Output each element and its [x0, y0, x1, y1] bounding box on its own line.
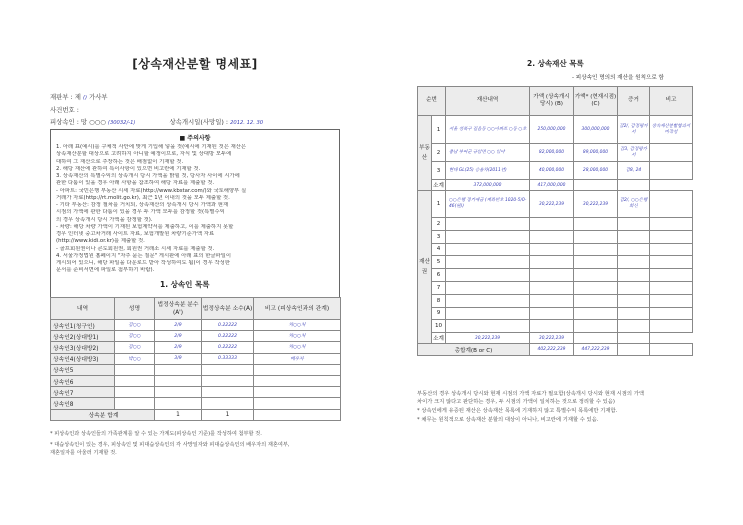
heir-total-label: 상속분 합계: [51, 409, 155, 420]
real-estate-subtotal: [418, 180, 693, 191]
asset-detail: [446, 218, 530, 231]
asset-row: [418, 162, 693, 180]
asset-no: 10: [432, 320, 446, 333]
asset-evidence: [618, 230, 650, 243]
asset-evidence: [618, 281, 650, 294]
asset-price-now: 89,000,000: [574, 144, 618, 162]
heir-relation: [254, 364, 341, 375]
asset-evidence: 갑2/, ○○은행회신: [618, 191, 650, 218]
asset-note: [650, 162, 693, 180]
asset-evidence: 갑3, 감정평가서: [618, 144, 650, 162]
asset-row: [418, 243, 693, 256]
asset-evidence: 갑8, 24: [618, 162, 650, 180]
notice-line: 4. 서울가정법원 홈페이지 "자주 묻는 질문" 게시판에 아래 표의 한글파일이: [56, 252, 231, 259]
heir-total-row: [51, 409, 341, 420]
notice-line: 2. 해당 재산에 관하여 특이사항이 있으면 비고란에 기재할 것.: [56, 165, 201, 172]
heir-relation: 배우자: [254, 353, 341, 364]
asset-evidence: [618, 243, 650, 256]
asset-no: 3: [432, 162, 446, 180]
notice-line: 시점의 가액에 관한 다툼이 있을 경우 두 가액 모두를 감정할 것(특별수익: [56, 209, 225, 216]
heir-row: [51, 320, 341, 331]
asset-row: [418, 256, 693, 269]
notice-line: 거래가 자료(http://rt.molit.go.kr), 최근 1년 이내의 것을 모두 제출할 것.: [56, 194, 230, 201]
asset-detail: ○○은행 정기예금 (계좌번호 1020-5/0-46(원)): [446, 191, 530, 218]
col-no: 순번: [418, 87, 446, 116]
asset-detail: [446, 243, 530, 256]
asset-note: [650, 230, 693, 243]
asset-row: [418, 144, 693, 162]
heir-label: 상속인2(상대방1): [51, 331, 115, 342]
notice-title: ■ 주의사항: [179, 135, 211, 142]
document-title: [상속재산분할 명세표]: [132, 57, 258, 71]
notice-line: 경우 인터넷 중고차거래 사이트 자료, 보험개발원 차량기준가액 자료: [56, 231, 215, 237]
asset-table: [417, 86, 693, 356]
col-share-decimal: 법정상속분 소수(A): [202, 298, 254, 320]
asset-price-now: [574, 243, 618, 256]
col-asset-detail: 재산내역: [446, 87, 530, 116]
notice-line: 3. 상속재산의 특별수익의 상속개시 당시 가액을 밝힐 것, 당사자 사이에 시가에: [56, 173, 240, 179]
asset-note: [650, 218, 693, 231]
property-subtotal-now: 30,222,239: [530, 333, 574, 344]
grand-total-evidence: [618, 344, 650, 356]
asset-price-start: 40,000,000: [530, 162, 574, 180]
asset-detail: 서울 성북구 길음동 ○○아파트 ○동 ○호: [446, 116, 530, 144]
notice-line: 1. 아래 표(예시)를 구체적 사안에 맞게 기입해 넣을 것(예시에 기재된 것은 재산은: [56, 144, 247, 150]
col-detail: 내역: [51, 298, 115, 320]
heir-footnote-1: * 피상속인과 상속인들의 가족관계를 알 수 있는 가계도(피상속인 기준)를 작성하여 첨부할 것.: [50, 431, 262, 437]
court-number: (): [82, 95, 88, 101]
col-price-now: 가액* (현재시점) (C): [574, 87, 618, 116]
asset-no: 3: [432, 230, 446, 243]
heir-row: [51, 353, 341, 364]
notice-line: 대하여 그 재산으로 주장하는 것은 배점없이 기재할 것.: [56, 158, 184, 165]
heir-share-decimal: 0.22222: [202, 320, 254, 331]
asset-no: 5: [432, 256, 446, 269]
court-suffix: 가사부: [89, 93, 108, 101]
asset-row: [418, 230, 693, 243]
heir-relation: 처○○처: [254, 331, 341, 342]
asset-detail: [446, 230, 530, 243]
notice-line: - 아파트: 국민은행 부동산 시세 자료(http://www.kbstar.com/)와 국토해양부 실: [56, 187, 247, 194]
asset-note: [650, 243, 693, 256]
asset-subtitle: - 피상속인 명의의 재산을 원칙으로 함: [572, 75, 664, 81]
asset-price-now: [574, 256, 618, 269]
grand-total-note: [650, 344, 693, 356]
heir-total-fraction: 1: [155, 409, 202, 420]
asset-price-now: [574, 307, 618, 320]
heir-share-decimal: 0.22222: [202, 331, 254, 342]
asset-price-start: 250,000,000: [530, 116, 574, 144]
grand-total-label: 총합계(B or C): [418, 344, 530, 356]
asset-price-now: [574, 320, 618, 333]
heir-relation: 처○○처: [254, 320, 341, 331]
asset-detail: 충남 부여군 규암면 ○○ 임야: [446, 144, 530, 162]
decedent-label: 피상속인 : 망: [50, 118, 88, 126]
asset-no: 4: [432, 243, 446, 256]
real-estate-subtotal-evidence: [574, 180, 618, 191]
heir-table: [50, 297, 341, 421]
asset-detail: 현대 GL(25) 승용차(2011년): [446, 162, 530, 180]
heir-share-fraction: [155, 375, 202, 386]
property-subtotal: [418, 333, 693, 344]
asset-note: [650, 281, 693, 294]
notice-line: - 차량: 해당 차량 가액이 기재된 보험계약서를 제출하고, 이를 제출하지 못할: [56, 223, 234, 230]
asset-no: 1: [432, 191, 446, 218]
asset-note: [650, 269, 693, 282]
heir-relation: [254, 387, 341, 398]
court-label: 재판부 : 제: [50, 93, 81, 101]
heir-share-fraction: 2/9: [155, 331, 202, 342]
real-estate-subtotal-now: 417,000,000: [530, 180, 574, 191]
asset-no: 1: [432, 116, 446, 144]
property-subtotal-start: 30,222,239: [446, 333, 530, 344]
heir-label: 상속인5: [51, 364, 115, 375]
heir-row: [51, 331, 341, 342]
asset-note: [650, 307, 693, 320]
col-relation: 비고 (피상속인과의 관계): [254, 298, 341, 320]
heir-share-fraction: [155, 387, 202, 398]
heir-relation: [254, 375, 341, 386]
notice-lines: [56, 144, 334, 275]
asset-row: [418, 294, 693, 307]
asset-section-title: 2. 상속재산 목록: [527, 59, 584, 68]
heir-footnote-2: * 대습상속인이 있는 경우, 피상속인 및 피대습상속인의 각 사망일자와 피대습상속인의 배우자의 재혼여부,: [50, 442, 290, 448]
decedent-id: (30032/-1): [107, 120, 136, 126]
asset-note-2: 차이가 크지 않다고 판단하는 경우, 두 시점의 가액이 일치하는 것으로 정리할 수 있음): [417, 399, 615, 405]
asset-note: 상속재산분할협의서 미작성: [650, 116, 693, 144]
col-evidence: 증거: [618, 87, 650, 116]
asset-detail: [446, 294, 530, 307]
asset-price-start: [530, 218, 574, 231]
asset-row: [418, 307, 693, 320]
heir-row: [51, 387, 341, 398]
asset-price-start: [530, 294, 574, 307]
decedent-line: [50, 117, 263, 126]
heir-name: 김○○: [115, 320, 155, 331]
notice-line: - 골프회원권이나 콘도회원권, 회원권 거래소 시세 자료를 제출할 것.: [56, 245, 215, 252]
asset-price-start: 82,000,000: [530, 144, 574, 162]
asset-evidence: [618, 218, 650, 231]
heir-table-header: [51, 298, 341, 320]
heir-share-decimal: 0.22222: [202, 342, 254, 353]
asset-note: [650, 256, 693, 269]
heir-label: 상속인7: [51, 387, 115, 398]
heir-label: 상속인6: [51, 375, 115, 386]
asset-note: [650, 320, 693, 333]
heir-name: [115, 364, 155, 375]
asset-row: [418, 269, 693, 282]
asset-note: [650, 191, 693, 218]
asset-price-now: [574, 281, 618, 294]
asset-row: [418, 320, 693, 333]
notice-line: 문서를 준비서면에 파일로 첨부하기 바람).: [56, 267, 155, 274]
heir-section-title: 1. 상속인 목록: [160, 280, 210, 289]
heir-share-fraction: [155, 364, 202, 375]
col-share-fraction: 법정상속분 분수(A'): [155, 298, 202, 320]
asset-detail: [446, 281, 530, 294]
asset-detail: [446, 307, 530, 320]
heir-name: 박○○: [115, 353, 155, 364]
asset-price-start: [530, 307, 574, 320]
asset-price-now: [574, 269, 618, 282]
asset-evidence: [618, 294, 650, 307]
asset-note-4: * 채무는 원칙적으로 상속재산 분할의 대상이 아니나, 비고란에 기재할 수 있음.: [417, 417, 599, 423]
heir-total-relation: [254, 409, 341, 420]
asset-note: [650, 294, 693, 307]
asset-price-start: 30,222,239: [530, 191, 574, 218]
heir-name: 김○○: [115, 342, 155, 353]
real-estate-subtotal-label: 소계: [432, 180, 446, 191]
asset-price-now: 30,222,239: [574, 191, 618, 218]
asset-price-start: [530, 243, 574, 256]
asset-price-now: [574, 218, 618, 231]
asset-price-start: [530, 281, 574, 294]
real-estate-subtotal-note: [618, 180, 650, 191]
asset-price-now: [574, 294, 618, 307]
asset-evidence: [618, 269, 650, 282]
property-subtotal-evidence: [574, 333, 618, 344]
grand-total-row: [418, 344, 693, 356]
heir-list-page: [50, 55, 340, 456]
heir-relation: 처○○처: [254, 342, 341, 353]
asset-no: 7: [432, 281, 446, 294]
heir-share-decimal: [202, 398, 254, 409]
asset-table-header: [418, 87, 693, 116]
asset-no: 2: [432, 218, 446, 231]
asset-evidence: [618, 320, 650, 333]
asset-price-start: [530, 269, 574, 282]
asset-row: [418, 116, 693, 144]
heir-share-decimal: 0.33333: [202, 353, 254, 364]
asset-note: [650, 144, 693, 162]
heir-share-fraction: 2/9: [155, 342, 202, 353]
asset-price-now: 300,000,000: [574, 116, 618, 144]
asset-note-3: * 상속인에게 유증된 재산은 상속재산 목록에 기재하지 않고 특별수익 목록에만 기재함.: [417, 408, 618, 414]
start-date: 2012. 12. 30: [230, 120, 264, 126]
property-subtotal-note: [618, 333, 650, 344]
asset-row: [418, 218, 693, 231]
notice-line: (http://www.kidi.or.kr)를 제출할 것.: [56, 238, 145, 245]
heir-share-decimal: [202, 364, 254, 375]
heir-share-fraction: 3/9: [155, 353, 202, 364]
heir-label: 상속인4(상대방3): [51, 353, 115, 364]
property-category: 재산권: [418, 191, 432, 344]
heir-name: [115, 375, 155, 386]
asset-no: 6: [432, 269, 446, 282]
asset-detail: [446, 256, 530, 269]
heir-row: [51, 364, 341, 375]
decedent-name: ○○○: [89, 118, 106, 126]
asset-evidence: [618, 307, 650, 320]
heir-row: [51, 342, 341, 353]
court-line: [50, 92, 108, 101]
notice-line: - 기타 부동산: 감정 절차를 거치되, 상속재산의 상속개시 당시 가액과 현재: [56, 202, 229, 208]
asset-price-now: 28,000,000: [574, 162, 618, 180]
asset-row: [418, 191, 693, 218]
asset-row: [418, 281, 693, 294]
property-subtotal-label: 소계: [432, 333, 446, 344]
asset-no: 2: [432, 144, 446, 162]
notice-line: 의 경우 상속개시 당시 가액을 감정할 것).: [56, 216, 153, 223]
col-price-start: 가액 (상속개시 당시) (B): [530, 87, 574, 116]
heir-label: 상속인3(상대방2): [51, 342, 115, 353]
asset-price-start: [530, 256, 574, 269]
heir-footnote-3: 재혼일자를 아울러 기재할 것.: [50, 450, 117, 456]
heir-row: [51, 398, 341, 409]
case-line: [50, 105, 79, 114]
asset-note-1: 부동산의 경우 상속개시 당시와 현재 시점의 가액 자료가 필요함(상속개시 당시와 현재 시점의 가액: [417, 391, 644, 397]
col-name: 성명: [115, 298, 155, 320]
asset-detail: [446, 320, 530, 333]
heir-total-decimal: 1: [202, 409, 254, 420]
asset-price-start: [530, 230, 574, 243]
heir-name: [115, 387, 155, 398]
notice-line: 관한 다툼이 있을 경우 아래 사항을 참조하여 해당 자료를 제출할 것.: [56, 180, 215, 187]
real-estate-subtotal-start: 372,000,000: [446, 180, 530, 191]
heir-name: 김○○: [115, 331, 155, 342]
asset-detail: [446, 269, 530, 282]
heir-label: 상속인1(청구인): [51, 320, 115, 331]
heir-row: [51, 375, 341, 386]
heir-relation: [254, 398, 341, 409]
asset-price-start: [530, 320, 574, 333]
heir-share-fraction: [155, 398, 202, 409]
notice-line: 게시되어 있으니, 해당 파일을 다운로드 받아 작성하여도 됨(이 경우 작성한: [56, 260, 230, 266]
asset-evidence: [618, 256, 650, 269]
grand-total-now: 447,222,239: [574, 344, 618, 356]
start-date-label: 상속개시일(사망일) :: [169, 118, 229, 126]
asset-no: 9: [432, 307, 446, 320]
heir-share-decimal: [202, 375, 254, 386]
real-estate-category: 부동산: [418, 116, 432, 191]
heir-share-decimal: [202, 387, 254, 398]
heir-label: 상속인8: [51, 398, 115, 409]
notice-line: 상속재산분할 대상으로 고려하지 아니할 예정이므로, 자식 및 상대방 모두에: [56, 151, 232, 158]
grand-total-start: 402,222,239: [530, 344, 574, 356]
case-label: 사건번호 :: [50, 106, 79, 114]
asset-price-now: [574, 230, 618, 243]
asset-no: 8: [432, 294, 446, 307]
asset-evidence: 갑2/, 감정평가서: [618, 116, 650, 144]
col-asset-note: 비고: [650, 87, 693, 116]
heir-share-fraction: 2/9: [155, 320, 202, 331]
heir-name: [115, 398, 155, 409]
